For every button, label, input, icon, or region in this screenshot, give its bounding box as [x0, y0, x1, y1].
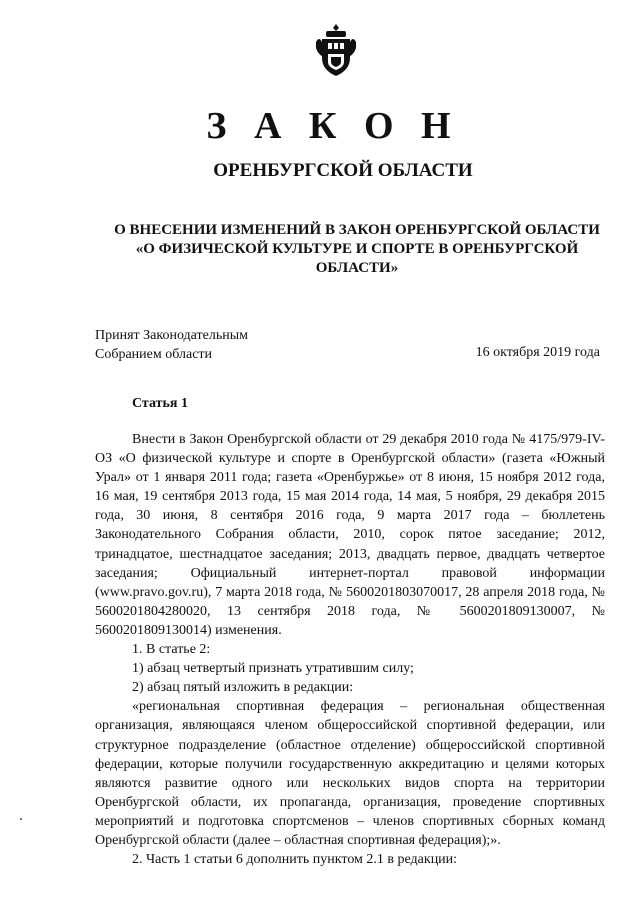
adoption-line: Собранием области	[95, 347, 213, 362]
article-title: Статья 1	[132, 396, 188, 411]
article-paragraph: «региональная спортивная федерация – региональная общественная организация, являющаяся членом общероссийской спортивной федерации, или структурное подразделение (областное отделение) общероссийской спортивной федерации, которые получили государственную аккредитацию и целями которых являются развитие одного или нескольких видов спорта на территории Оренбургской области, их пропаганда, организация, проведение спортивных мероприятий и подготовка спортсменов – членов спортивных сборных команд Оренбургской области (далее – областная спортивная федерация);».	[95, 699, 605, 848]
subject-line: «О ФИЗИЧЕСКОЙ КУЛЬТУРЕ И СПОРТЕ В ОРЕНБУРГСКОЙ	[135, 241, 579, 257]
document-region: ОРЕНБУРГСКОЙ ОБЛАСТИ	[213, 160, 473, 181]
coat-of-arms-emblem	[314, 22, 358, 78]
scan-mark	[20, 818, 22, 820]
adoption-date: 16 октября 2019 года	[475, 345, 600, 360]
article-paragraph: Внести в Закон Оренбургской области от 29 декабря 2010 года № 4175/979-IV-ОЗ «О физической культуре и спорте в Оренбургской области» (газета «Южный Урал» от 1 января 2011 года; газета «Оренбуржье» от 8 июня, 15 ноября 2012 года, 16 мая, 19 сентября 2013 года, 15 мая 2014 года, 14 мая, 5 ноября, 29 декабря 2015 года, 30 июня, 8 сентября 2016 года, 9 марта 2017 года – бюллетень Законодательного Собрания области, 2010, сорок пятое заседание; 2012, тринадцатое, шестнадцатое заседания; 2013, двадцать первое, двадцать четвертое заседания; Официальный интернет-портал правовой информации (www.pravo.gov.ru), 7 марта 2018 года, № 5600201803070017, 28 апреля 2018 года, № 5600201804280020, 13 сентября 2018 года, № 5600201809130007, № 5600201809130014) изменения.	[95, 432, 605, 638]
article-paragraph: 1) абзац четвертый признать утратившим силу;	[132, 661, 414, 677]
document-subject	[110, 221, 604, 278]
article-paragraph: 2) абзац пятый изложить в редакции:	[132, 680, 354, 696]
document-title: З А К О Н	[206, 105, 460, 147]
subject-line: ОБЛАСТИ»	[315, 260, 399, 276]
article-body	[95, 430, 605, 869]
subject-line: О ВНЕСЕНИИ ИЗМЕНЕНИЙ В ЗАКОН ОРЕНБУРГСКОЙ ОБЛАСТИ	[114, 222, 600, 238]
adoption-line: Принят Законодательным	[95, 328, 248, 343]
article-paragraph: 2. Часть 1 статьи 6 дополнить пунктом 2.1 в редакции:	[132, 852, 458, 868]
article-paragraph: 1. В статье 2:	[132, 642, 211, 658]
adoption-info	[95, 326, 248, 364]
